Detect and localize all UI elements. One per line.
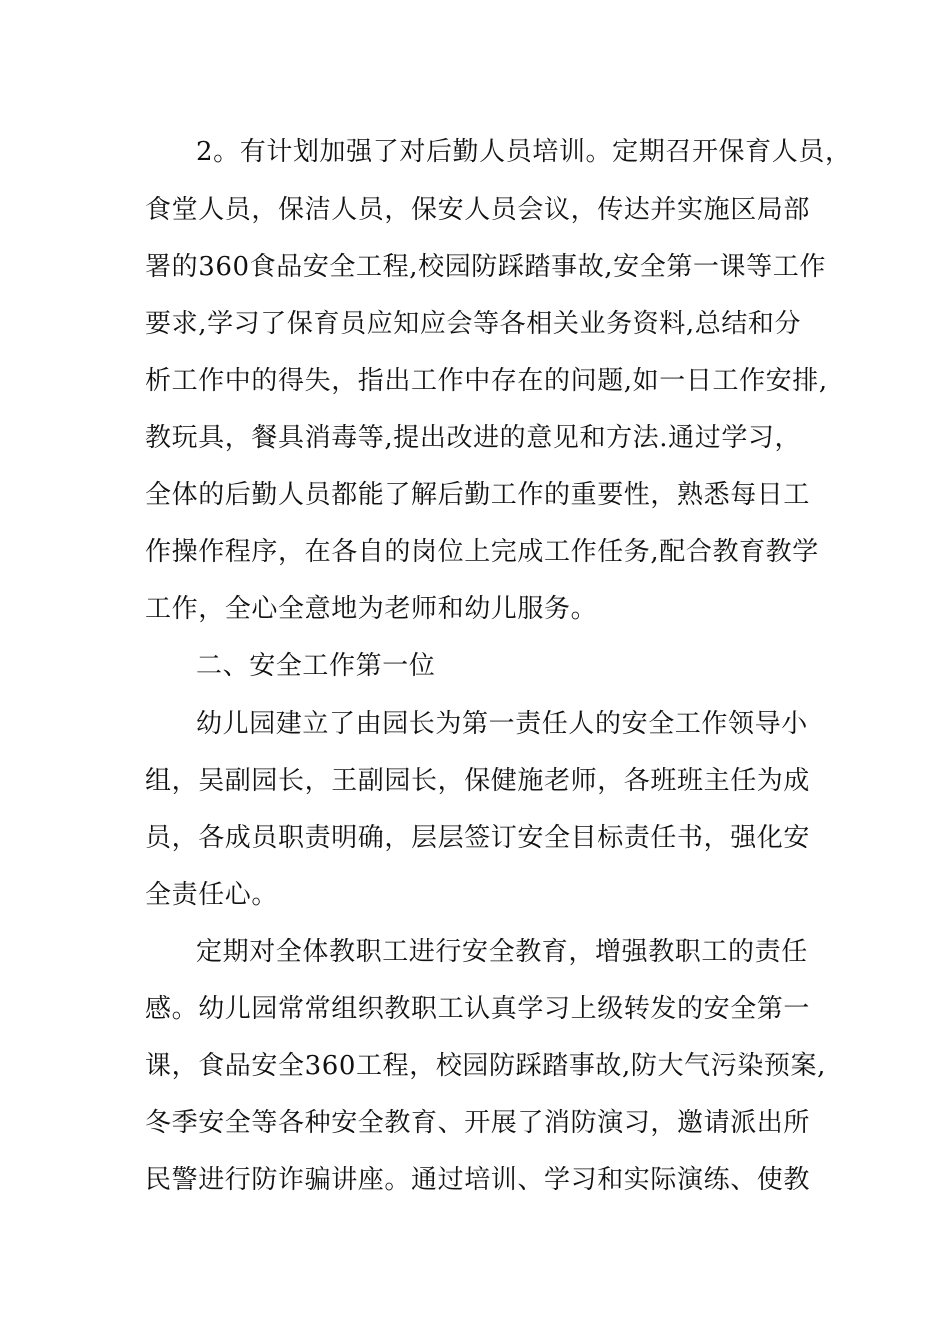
paragraph-line: 全体的后勤人员都能了解后勤工作的重要性，熟悉每日工 — [145, 480, 811, 510]
paragraph-line: 作操作程序，在各自的岗位上完成工作任务,配合教育教学 — [145, 537, 819, 567]
section-heading: 二、安全工作第一位 — [196, 651, 436, 681]
paragraph-line: 组，吴副园长，王副园长，保健施老师，各班班主任为成 — [145, 766, 811, 796]
paragraph-line: 食堂人员，保洁人员，保安人员会议，传达并实施区局部 — [145, 195, 811, 225]
paragraph-line: 2。有计划加强了对后勤人员培训。定期召开保育人员， — [196, 137, 852, 167]
paragraph-line: 全责任心。 — [145, 880, 279, 910]
paragraph-line: 员，各成员职责明确，层层签订安全目标责任书，强化安 — [145, 823, 811, 853]
paragraph-line: 析工作中的得失，指出工作中存在的问题,如一日工作安排, — [145, 366, 828, 396]
paragraph-line: 感。幼儿园常常组织教职工认真学习上级转发的安全第一 — [145, 994, 811, 1024]
paragraph-line: 工作，全心全意地为老师和幼儿服务。 — [145, 594, 598, 624]
paragraph-line: 教玩具，餐具消毒等,提出改进的意见和方法.通过学习， — [145, 423, 802, 453]
paragraph-line: 幼儿园建立了由园长为第一责任人的安全工作领导小 — [196, 709, 808, 739]
paragraph-line: 要求,学习了保育员应知应会等各相关业务资料,总结和分 — [145, 309, 802, 339]
paragraph-line: 民警进行防诈骗讲座。通过培训、学习和实际演练、使教 — [145, 1165, 811, 1195]
paragraph-line: 定期对全体教职工进行安全教育，增强教职工的责任 — [196, 937, 808, 967]
paragraph-line: 课，食品安全360工程，校园防踩踏事故,防大气污染预案, — [145, 1051, 826, 1081]
paragraph-line: 署的360食品安全工程,校园防踩踏事故,安全第一课等工作 — [145, 252, 826, 282]
paragraph-line: 冬季安全等各种安全教育、开展了消防演习，邀请派出所 — [145, 1108, 811, 1138]
